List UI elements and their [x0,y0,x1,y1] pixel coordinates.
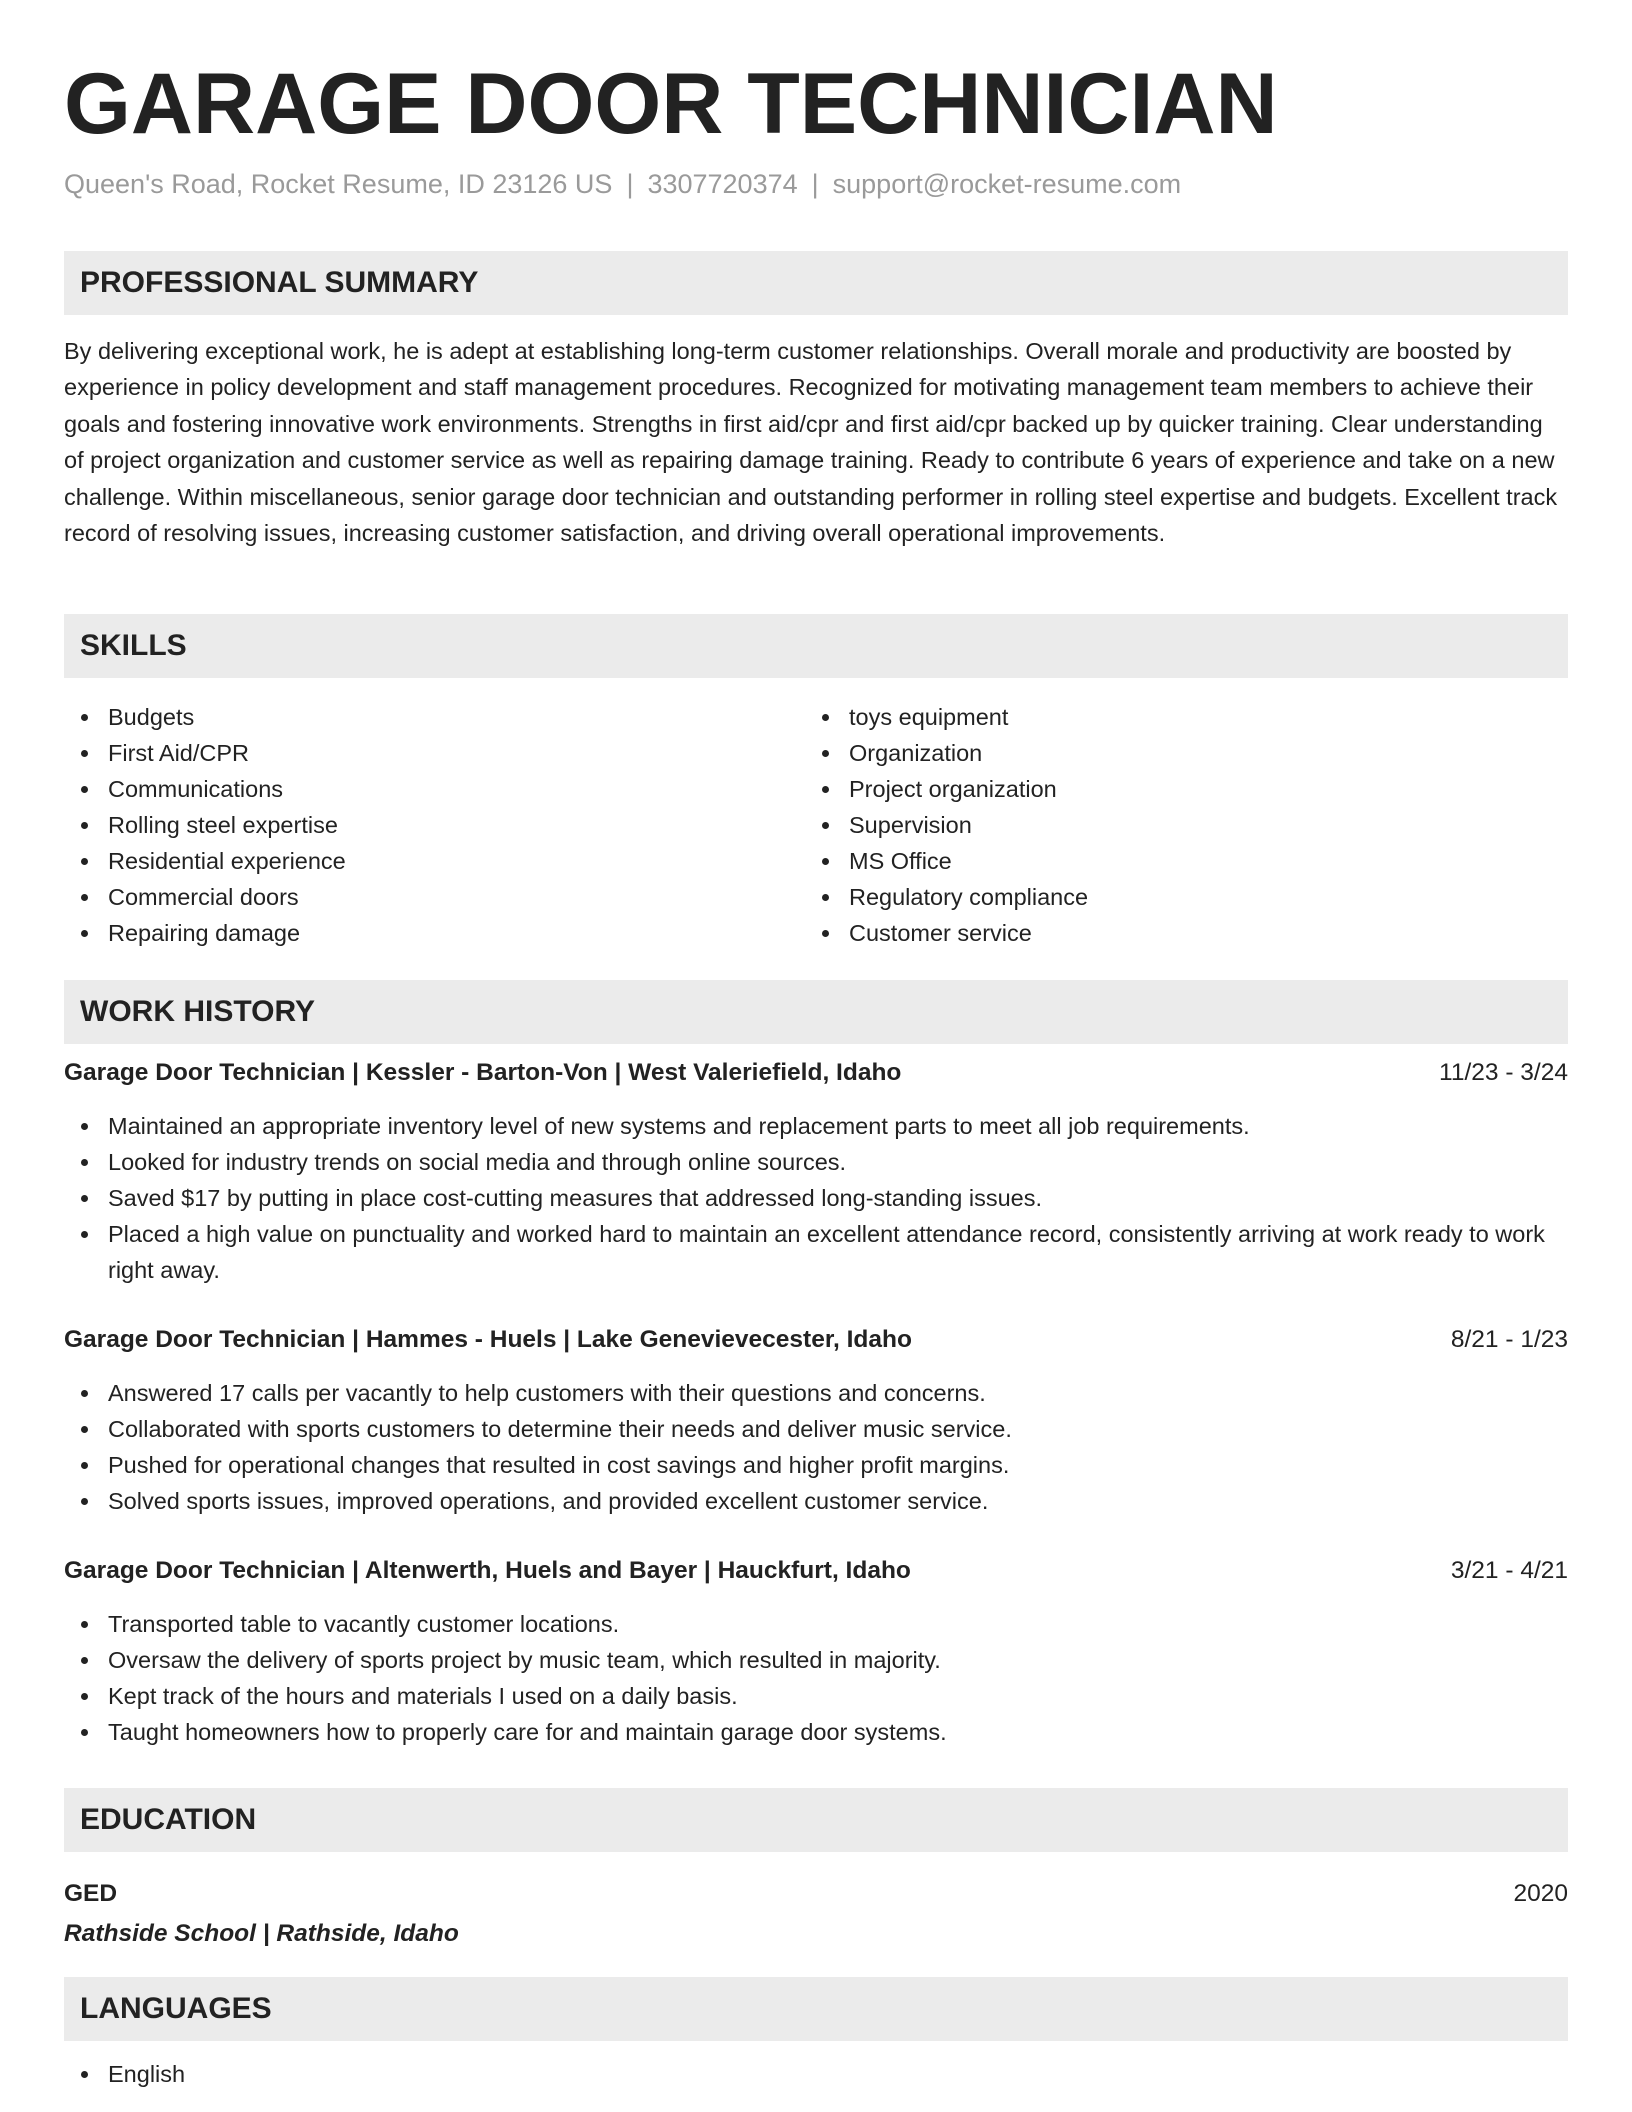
contact-separator: | [811,169,819,199]
bullet-dot-icon [81,930,88,937]
skill-item-text: Rolling steel expertise [108,812,338,838]
section-heading: SKILLS [80,629,187,662]
resume-title: GARAGE DOOR TECHNICIAN [64,56,1278,152]
education-year: 2020 [1513,1880,1568,1907]
bullet-dot-icon [81,1195,88,1202]
skill-item-text: Residential experience [108,848,346,874]
job-duties [64,1108,1568,1288]
languages-list [64,2056,1568,2092]
bullet-dot-icon [81,1123,88,1130]
job-dates: 8/21 - 1/23 [1450,1326,1568,1353]
education-school: Rathside School | Rathside, Idaho [64,1920,459,1947]
job-header [64,1322,1568,1358]
skill-item [64,771,764,807]
bullet-dot-icon [81,1231,88,1238]
job-bullet-list [64,1606,1568,1750]
skills-column-right [805,699,1505,951]
bullet-dot-icon [822,750,829,757]
job-title: Garage Door Technician | Altenwerth, Huels and Bayer | Hauckfurt, Idaho [64,1557,911,1584]
skills-list-right [805,699,1505,951]
skill-item [64,843,764,879]
skill-item-text: Customer service [849,920,1032,946]
bullet-dot-icon [81,1498,88,1505]
job-duty-item [64,1216,1568,1288]
job-duty-item [64,1447,1568,1483]
bullet-dot-icon [822,930,829,937]
section-work-header [64,980,1568,1044]
job-duty-item [64,1180,1568,1216]
job-dates: 3/21 - 4/21 [1450,1557,1568,1584]
bullet-dot-icon [81,894,88,901]
skill-item-text: Budgets [108,704,195,730]
bullet-dot-icon [81,1657,88,1664]
skill-item [64,699,764,735]
job-duty-item-text: Oversaw the delivery of sports project by music team, which resulted in majority. [108,1647,941,1673]
bullet-dot-icon [822,786,829,793]
bullet-dot-icon [822,714,829,721]
contact-line [64,166,1181,202]
job-duty-item [64,1678,1568,1714]
skill-item-text: Regulatory compliance [849,884,1089,910]
skill-item [64,915,764,951]
bullet-dot-icon [81,750,88,757]
skill-item [805,771,1505,807]
section-heading: LANGUAGES [80,1992,272,2025]
job-duty-item [64,1108,1568,1144]
bullet-dot-icon [822,894,829,901]
job-bullet-list [64,1108,1568,1288]
job-duty-item [64,1642,1568,1678]
skill-item-text: Supervision [849,812,972,838]
skill-item-text: MS Office [849,848,952,874]
bullet-dot-icon [822,858,829,865]
job-duty-item-text: Looked for industry trends on social media and through online sources. [108,1149,847,1175]
job-header [64,1553,1568,1589]
section-skills-header [64,614,1568,678]
skills-list-left [64,699,764,951]
bullet-dot-icon [81,1693,88,1700]
job-duties [64,1606,1568,1750]
job-bullet-list [64,1375,1568,1519]
job-duty-item [64,1606,1568,1642]
contact-address: Queen's Road, Rocket Resume, ID 23126 US [64,169,613,199]
skill-item-text: toys equipment [849,704,1009,730]
bullet-dot-icon [81,822,88,829]
job-duty-item-text: Solved sports issues, improved operations, and provided excellent customer service. [108,1488,989,1514]
language-item-text: English [108,2061,186,2087]
job-duty-item-text: Placed a high value on punctuality and worked hard to maintain an excellent attendance record, consistently arriving at work ready to work right away. [108,1221,1545,1283]
skill-item [64,879,764,915]
contact-email[interactable]: support@rocket-resume.com [832,169,1182,199]
job-duty-item-text: Taught homeowners how to properly care for and maintain garage door systems. [108,1719,947,1745]
job-duty-item [64,1483,1568,1519]
bullet-dot-icon [81,1426,88,1433]
skills-column-left [64,699,764,951]
job-duty-item [64,1144,1568,1180]
job-duty-item-text: Collaborated with sports customers to determine their needs and deliver music service. [108,1416,1012,1442]
skill-item-text: Project organization [849,776,1057,802]
bullet-dot-icon [81,1729,88,1736]
language-item [64,2056,1568,2092]
skill-item [805,807,1505,843]
job-duty-item [64,1714,1568,1750]
skill-item-text: First Aid/CPR [108,740,250,766]
section-education-header [64,1788,1568,1852]
section-heading: PROFESSIONAL SUMMARY [80,266,479,299]
job-duty-item-text: Pushed for operational changes that resulted in cost savings and higher profit margins. [108,1452,1010,1478]
job-dates: 11/23 - 3/24 [1439,1059,1568,1086]
languages-list-wrap [64,2056,1568,2092]
section-heading: EDUCATION [80,1803,257,1836]
skill-item-text: Organization [849,740,983,766]
section-heading: WORK HISTORY [80,995,316,1028]
education-header [64,1876,1568,1912]
job-title: Garage Door Technician | Hammes - Huels | Lake Genevievecester, Idaho [64,1326,912,1353]
bullet-dot-icon [81,1462,88,1469]
job-duty-item-text: Transported table to vacantly customer locations. [108,1611,620,1637]
bullet-dot-icon [81,1621,88,1628]
skill-item [805,735,1505,771]
bullet-dot-icon [81,858,88,865]
skill-item-text: Commercial doors [108,884,299,910]
bullet-dot-icon [81,786,88,793]
skill-item-text: Communications [108,776,284,802]
bullet-dot-icon [81,2071,88,2078]
job-header [64,1055,1568,1091]
skill-item [64,807,764,843]
bullet-dot-icon [81,714,88,721]
skill-item [64,735,764,771]
skill-item-text: Repairing damage [108,920,301,946]
section-summary-header [64,251,1568,315]
job-duty-item [64,1375,1568,1411]
section-languages-header [64,1977,1568,2041]
education-degree: GED [64,1880,118,1907]
job-duty-item-text: Answered 17 calls per vacantly to help customers with their questions and concerns. [108,1380,986,1406]
skill-item [805,879,1505,915]
job-duty-item-text: Kept track of the hours and materials I used on a daily basis. [108,1683,738,1709]
skill-item [805,843,1505,879]
bullet-dot-icon [81,1159,88,1166]
job-duties [64,1375,1568,1519]
skill-item [805,699,1505,735]
contact-phone[interactable]: 3307720374 [647,169,798,199]
job-title: Garage Door Technician | Kessler - Barton-Von | West Valeriefield, Idaho [64,1059,902,1086]
job-duty-item-text: Saved $17 by putting in place cost-cutting measures that addressed long-standing issues. [108,1185,1043,1211]
skill-item [805,915,1505,951]
contact-separator: | [626,169,634,199]
summary-text: By delivering exceptional work, he is adept at establishing long-term customer relationships. Overall morale and productivity are boosted by experience in policy development and staff management procedures. Recognized for motivating management team members to achieve their goals and fostering innovative work environments. Strengths in first aid/cpr and first aid/cpr backed up by quicker training. Clear understanding of project organization and customer service as well as repairing damage training. Ready to contribute 6 years of experience and take on a new challenge. Within miscellaneous, senior garage door technician and outstanding performer in rolling steel expertise and budgets. Excellent track record of resolving issues, increasing customer satisfaction, and driving overall operational improvements. [64,338,1558,547]
job-duty-item [64,1411,1568,1447]
bullet-dot-icon [81,1390,88,1397]
bullet-dot-icon [822,822,829,829]
job-duty-item-text: Maintained an appropriate inventory level of new systems and replacement parts to meet all job requirements. [108,1113,1250,1139]
